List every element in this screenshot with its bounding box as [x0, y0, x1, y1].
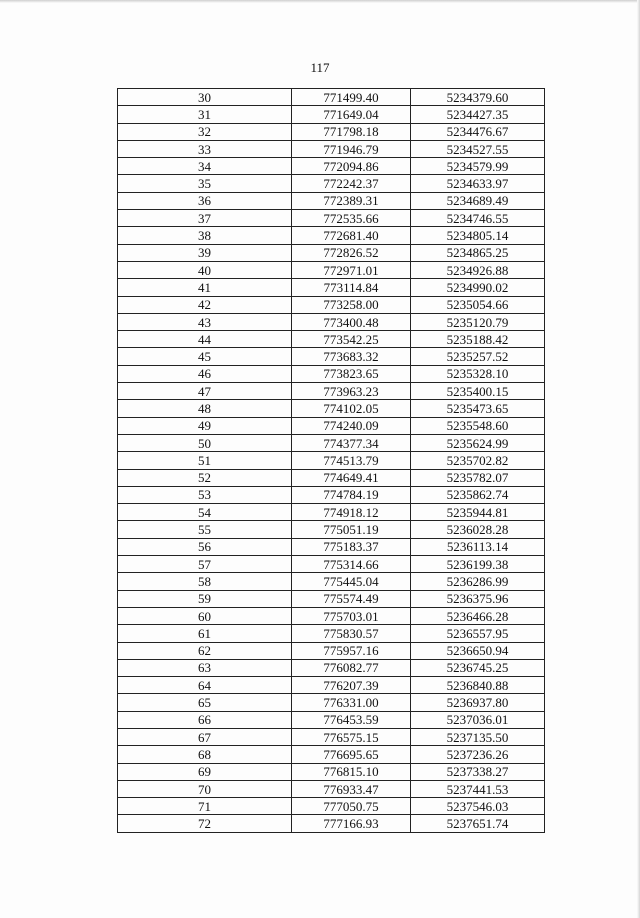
- point-number-cell: 64: [118, 677, 292, 694]
- y-coordinate-cell: 5234689.49: [411, 192, 545, 209]
- y-coordinate-cell: 5237036.01: [411, 711, 545, 728]
- point-number-cell: 59: [118, 590, 292, 607]
- y-coordinate-cell: 5234379.60: [411, 89, 545, 106]
- table-row: [118, 607, 545, 624]
- point-number-cell: 68: [118, 746, 292, 763]
- point-number-cell: 52: [118, 469, 292, 486]
- x-coordinate-cell: 775830.57: [292, 625, 411, 642]
- x-coordinate-cell: 776815.10: [292, 763, 411, 780]
- x-coordinate-cell: 772971.01: [292, 261, 411, 278]
- y-coordinate-cell: 5235473.65: [411, 400, 545, 417]
- table-row: [118, 175, 545, 192]
- y-coordinate-cell: 5235624.99: [411, 434, 545, 451]
- table-row: [118, 573, 545, 590]
- y-coordinate-cell: 5237338.27: [411, 763, 545, 780]
- x-coordinate-cell: 773400.48: [292, 313, 411, 330]
- x-coordinate-cell: 774649.41: [292, 469, 411, 486]
- y-coordinate-cell: 5236466.28: [411, 607, 545, 624]
- table-row: [118, 123, 545, 140]
- y-coordinate-cell: 5235400.15: [411, 383, 545, 400]
- x-coordinate-cell: 773542.25: [292, 331, 411, 348]
- point-number-cell: 47: [118, 383, 292, 400]
- y-coordinate-cell: 5237651.74: [411, 815, 545, 832]
- table-row: [118, 313, 545, 330]
- table-row: [118, 89, 545, 106]
- x-coordinate-cell: 775574.49: [292, 590, 411, 607]
- table-row: [118, 279, 545, 296]
- point-number-cell: 61: [118, 625, 292, 642]
- table-row: [118, 556, 545, 573]
- table-row: [118, 798, 545, 815]
- table-row: [118, 192, 545, 209]
- point-number-cell: 71: [118, 798, 292, 815]
- x-coordinate-cell: 775051.19: [292, 521, 411, 538]
- point-number-cell: 33: [118, 140, 292, 157]
- point-number-cell: 36: [118, 192, 292, 209]
- y-coordinate-cell: 5237546.03: [411, 798, 545, 815]
- table-row: [118, 348, 545, 365]
- y-coordinate-cell: 5236937.80: [411, 694, 545, 711]
- point-number-cell: 55: [118, 521, 292, 538]
- point-number-cell: 44: [118, 331, 292, 348]
- x-coordinate-cell: 772389.31: [292, 192, 411, 209]
- y-coordinate-cell: 5234990.02: [411, 279, 545, 296]
- x-coordinate-cell: 773683.32: [292, 348, 411, 365]
- table-row: [118, 417, 545, 434]
- point-number-cell: 54: [118, 504, 292, 521]
- coordinates-table: [117, 88, 545, 833]
- x-coordinate-cell: 776695.65: [292, 746, 411, 763]
- y-coordinate-cell: 5234579.99: [411, 158, 545, 175]
- y-coordinate-cell: 5236113.14: [411, 538, 545, 555]
- y-coordinate-cell: 5237441.53: [411, 780, 545, 797]
- table-row: [118, 452, 545, 469]
- table-row: [118, 140, 545, 157]
- x-coordinate-cell: 773963.23: [292, 383, 411, 400]
- x-coordinate-cell: 775183.37: [292, 538, 411, 555]
- y-coordinate-cell: 5236557.95: [411, 625, 545, 642]
- point-number-cell: 42: [118, 296, 292, 313]
- point-number-cell: 49: [118, 417, 292, 434]
- table-row: [118, 659, 545, 676]
- x-coordinate-cell: 773114.84: [292, 279, 411, 296]
- page-edge-top: [0, 0, 640, 3]
- point-number-cell: 31: [118, 106, 292, 123]
- y-coordinate-cell: 5235054.66: [411, 296, 545, 313]
- table-row: [118, 227, 545, 244]
- table-row: [118, 815, 545, 832]
- point-number-cell: 60: [118, 607, 292, 624]
- y-coordinate-cell: 5235702.82: [411, 452, 545, 469]
- y-coordinate-cell: 5235188.42: [411, 331, 545, 348]
- y-coordinate-cell: 5235782.07: [411, 469, 545, 486]
- y-coordinate-cell: 5236375.96: [411, 590, 545, 607]
- x-coordinate-cell: 777166.93: [292, 815, 411, 832]
- table-row: [118, 642, 545, 659]
- point-number-cell: 63: [118, 659, 292, 676]
- y-coordinate-cell: 5236286.99: [411, 573, 545, 590]
- table-row: [118, 590, 545, 607]
- y-coordinate-cell: 5235328.10: [411, 365, 545, 382]
- table-row: [118, 694, 545, 711]
- point-number-cell: 34: [118, 158, 292, 175]
- table-row: [118, 261, 545, 278]
- table-row: [118, 469, 545, 486]
- table-row: [118, 625, 545, 642]
- table-row: [118, 106, 545, 123]
- x-coordinate-cell: 771946.79: [292, 140, 411, 157]
- x-coordinate-cell: 774513.79: [292, 452, 411, 469]
- coordinates-table-body: [118, 89, 545, 833]
- point-number-cell: 38: [118, 227, 292, 244]
- point-number-cell: 35: [118, 175, 292, 192]
- x-coordinate-cell: 771499.40: [292, 89, 411, 106]
- table-row: [118, 677, 545, 694]
- x-coordinate-cell: 776082.77: [292, 659, 411, 676]
- x-coordinate-cell: 777050.75: [292, 798, 411, 815]
- x-coordinate-cell: 771649.04: [292, 106, 411, 123]
- y-coordinate-cell: 5234427.35: [411, 106, 545, 123]
- x-coordinate-cell: 775703.01: [292, 607, 411, 624]
- y-coordinate-cell: 5235257.52: [411, 348, 545, 365]
- y-coordinate-cell: 5237135.50: [411, 728, 545, 745]
- y-coordinate-cell: 5236840.88: [411, 677, 545, 694]
- x-coordinate-cell: 772242.37: [292, 175, 411, 192]
- x-coordinate-cell: 773258.00: [292, 296, 411, 313]
- x-coordinate-cell: 775314.66: [292, 556, 411, 573]
- table-row: [118, 538, 545, 555]
- x-coordinate-cell: 776331.00: [292, 694, 411, 711]
- point-number-cell: 50: [118, 434, 292, 451]
- point-number-cell: 67: [118, 728, 292, 745]
- y-coordinate-cell: 5234633.97: [411, 175, 545, 192]
- y-coordinate-cell: 5236650.94: [411, 642, 545, 659]
- point-number-cell: 72: [118, 815, 292, 832]
- point-number-cell: 32: [118, 123, 292, 140]
- x-coordinate-cell: 774918.12: [292, 504, 411, 521]
- point-number-cell: 40: [118, 261, 292, 278]
- y-coordinate-cell: 5236199.38: [411, 556, 545, 573]
- table-row: [118, 486, 545, 503]
- table-row: [118, 244, 545, 261]
- y-coordinate-cell: 5234865.25: [411, 244, 545, 261]
- y-coordinate-cell: 5236745.25: [411, 659, 545, 676]
- point-number-cell: 66: [118, 711, 292, 728]
- table-row: [118, 711, 545, 728]
- point-number-cell: 43: [118, 313, 292, 330]
- y-coordinate-cell: 5235862.74: [411, 486, 545, 503]
- y-coordinate-cell: 5234527.55: [411, 140, 545, 157]
- y-coordinate-cell: 5236028.28: [411, 521, 545, 538]
- y-coordinate-cell: 5234926.88: [411, 261, 545, 278]
- point-number-cell: 30: [118, 89, 292, 106]
- y-coordinate-cell: 5237236.26: [411, 746, 545, 763]
- point-number-cell: 48: [118, 400, 292, 417]
- table-row: [118, 434, 545, 451]
- point-number-cell: 57: [118, 556, 292, 573]
- table-row: [118, 365, 545, 382]
- x-coordinate-cell: 776207.39: [292, 677, 411, 694]
- x-coordinate-cell: 776575.15: [292, 728, 411, 745]
- point-number-cell: 41: [118, 279, 292, 296]
- x-coordinate-cell: 775957.16: [292, 642, 411, 659]
- point-number-cell: 53: [118, 486, 292, 503]
- table-row: [118, 331, 545, 348]
- x-coordinate-cell: 774102.05: [292, 400, 411, 417]
- y-coordinate-cell: 5235944.81: [411, 504, 545, 521]
- table-row: [118, 521, 545, 538]
- page-number: 117: [310, 60, 330, 75]
- x-coordinate-cell: 772535.66: [292, 210, 411, 227]
- y-coordinate-cell: 5235548.60: [411, 417, 545, 434]
- point-number-cell: 56: [118, 538, 292, 555]
- point-number-cell: 45: [118, 348, 292, 365]
- x-coordinate-cell: 774377.34: [292, 434, 411, 451]
- point-number-cell: 51: [118, 452, 292, 469]
- y-coordinate-cell: 5235120.79: [411, 313, 545, 330]
- point-number-cell: 69: [118, 763, 292, 780]
- x-coordinate-cell: 773823.65: [292, 365, 411, 382]
- table-row: [118, 763, 545, 780]
- y-coordinate-cell: 5234805.14: [411, 227, 545, 244]
- table-row: [118, 746, 545, 763]
- x-coordinate-cell: 775445.04: [292, 573, 411, 590]
- point-number-cell: 62: [118, 642, 292, 659]
- table-row: [118, 383, 545, 400]
- y-coordinate-cell: 5234746.55: [411, 210, 545, 227]
- x-coordinate-cell: 771798.18: [292, 123, 411, 140]
- point-number-cell: 46: [118, 365, 292, 382]
- table-row: [118, 296, 545, 313]
- table-row: [118, 400, 545, 417]
- x-coordinate-cell: 774240.09: [292, 417, 411, 434]
- table-row: [118, 210, 545, 227]
- x-coordinate-cell: 772681.40: [292, 227, 411, 244]
- table-row: [118, 780, 545, 797]
- x-coordinate-cell: 776453.59: [292, 711, 411, 728]
- x-coordinate-cell: 772826.52: [292, 244, 411, 261]
- point-number-cell: 58: [118, 573, 292, 590]
- point-number-cell: 65: [118, 694, 292, 711]
- point-number-cell: 37: [118, 210, 292, 227]
- y-coordinate-cell: 5234476.67: [411, 123, 545, 140]
- point-number-cell: 70: [118, 780, 292, 797]
- x-coordinate-cell: 772094.86: [292, 158, 411, 175]
- point-number-cell: 39: [118, 244, 292, 261]
- table-row: [118, 504, 545, 521]
- x-coordinate-cell: 774784.19: [292, 486, 411, 503]
- table-row: [118, 728, 545, 745]
- x-coordinate-cell: 776933.47: [292, 780, 411, 797]
- table-row: [118, 158, 545, 175]
